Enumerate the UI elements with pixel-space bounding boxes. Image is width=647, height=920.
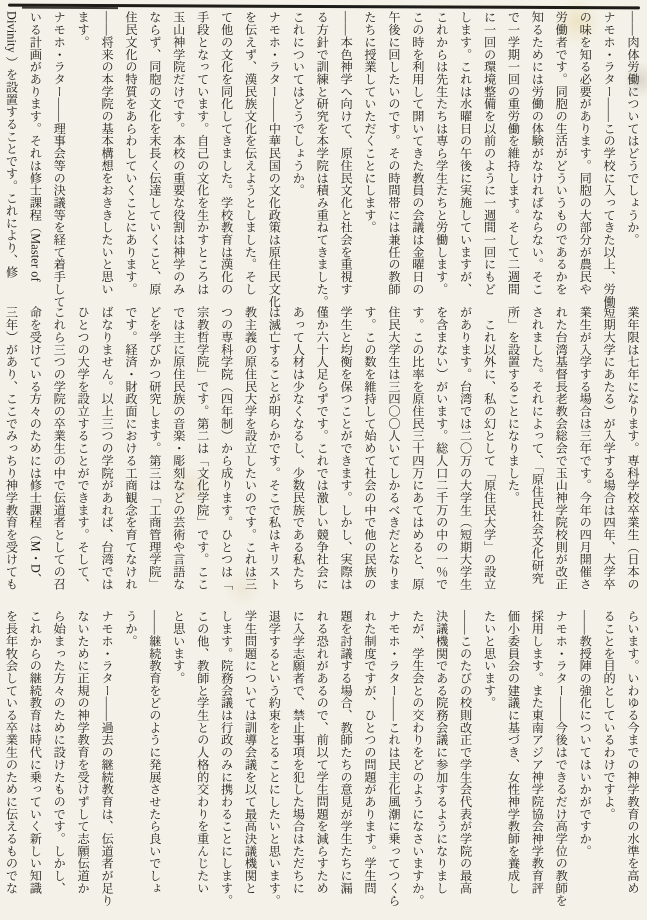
text-column: 業年限は七年になります。専科学校卒業生（日本の <box>626 306 640 591</box>
text-column: 住民大学生は三四〇〇人いてしかるべきだとなりま <box>386 306 401 591</box>
text-column: ——継続教育をどのように発展させたら良いでしょ <box>147 610 162 895</box>
text-column: ることを目的としているわけですよ。 <box>602 610 617 820</box>
text-column: を伝えず、漢民族文化を伝えようとしました。そし <box>243 11 258 296</box>
text-column: ます。 <box>76 11 91 49</box>
text-column: これら三つの学院の卒業生の中で伝道者としての召 <box>52 306 67 591</box>
text-column: たが、学生会との交わりをどのようになさいますか。 <box>410 610 425 907</box>
text-column: 価小委員会の建議に基づき、女性神学教師を養成し <box>506 610 521 895</box>
text-column: 僅か六十人足らずです。これでは激しい競争社会に <box>315 306 330 591</box>
text-column: 所」を設置することになりました。 <box>506 306 521 504</box>
text-column: て他の文化を同化してきました。学校教育は漢化の <box>219 11 234 296</box>
text-column: を含まない）がいます。総人口二千万の中の一％で <box>434 306 449 591</box>
text-column: これ以外に、私の幻として「原住民大学」の設立 <box>482 306 497 591</box>
text-column: れた制度ですが、ひとつの問題があります。学生問 <box>363 610 378 895</box>
text-column: Divinity ）を設置することです。これにより、修 <box>4 11 19 279</box>
text-column: 学生問題については訓導会議を以て最高決議機関と <box>243 610 258 895</box>
text-band-1 <box>4 11 644 308</box>
text-column: この他、教師と学生との人格的交わりを重んじたい <box>195 610 210 895</box>
text-column: ナモホ・ラター——これは民主化風潮に乗ってつくら <box>386 610 401 907</box>
text-column: します。これは水曜日の午後に実施していますが、 <box>458 11 473 296</box>
text-column: で一学期一回の重労働を維持します。そして二週間 <box>506 11 521 296</box>
text-band-3 <box>6 610 644 916</box>
text-band-2 <box>6 306 644 606</box>
text-column: どを学びかつ研究します。第三は「工商管理学院」 <box>147 306 162 591</box>
text-column: 知るためには労働の体験がなければならない。そこ <box>530 11 545 296</box>
text-column: ひとつの大学を設立することができます。そして、 <box>76 306 91 591</box>
text-column: 退学するという約束をとることにしたいと思います。 <box>267 610 282 907</box>
text-column: ——このたびの校則改正で学生会代表が学院の最高 <box>458 610 473 895</box>
text-column: を長年牧会している卒業生のために伝えるものでな <box>4 610 19 895</box>
text-column: 決議機関である院務会議に参加するようになりまし <box>434 610 449 895</box>
text-column: れる恐れがあるので、前以て学生問題を減らすため <box>315 610 330 895</box>
text-column: ら始まった方々のために設けたものです。しかし、 <box>52 610 67 895</box>
text-column: たいと思います。 <box>482 610 497 709</box>
text-column: ——肉体労働についてはどうでしょうか。 <box>626 11 640 246</box>
text-column: では主に原住民族の音楽・彫刻などの芸術や言語な <box>171 306 186 591</box>
text-column: に入学志願者で、禁止事項を犯した場合はただちに <box>291 610 306 895</box>
text-column: があります。台湾では二〇万の大学生（短期大学生 <box>458 306 473 591</box>
text-column: します。院務会議は行政のみに携わることにします。 <box>219 610 234 907</box>
text-column: す。この比率を原住民三十四万にあてはめると、原 <box>410 306 425 591</box>
text-column: は滅亡することが明らかです。そこで私はキリスト <box>267 306 282 591</box>
text-column: 玉山神学院だけです。本校の重要な役割は神学のみ <box>171 11 186 296</box>
text-column: 題を討議する場合、教師たちの意見が学生たちに漏 <box>339 610 354 895</box>
text-column: あって人材は少なくなるし、少数民族である私たち <box>291 306 306 591</box>
text-column: 住民文化の特質をあらわしていくことにあります。 <box>123 11 138 296</box>
text-column: らいます。いわゆる今までの神学教育の水準を高め <box>626 610 640 895</box>
text-column: ——本色神学へ向けて、原住民文化と社会を重視す <box>339 11 354 296</box>
text-column: の味を知る必要があります。同胞の大部分が農民や <box>578 11 593 296</box>
text-column: ナモホ・ラター——今後はできるだけ高学位の教師を <box>554 610 569 907</box>
text-column: いる計画があります。それは修士課程（Master of <box>28 11 43 282</box>
text-column: ——将来の本学院の基本構想をおききしたいと思い <box>100 11 115 296</box>
text-column: です。経済・財政面における工商観念を育てなけれ <box>123 306 138 591</box>
text-column: 午後に回したいのです。その時間帯には兼任の教師 <box>386 11 401 296</box>
text-column: に一回の環境整備を以前のように一週間一回にもど <box>482 11 497 296</box>
text-column: うか。 <box>123 610 138 648</box>
text-column: 教主義の原住民大学を設立したいのです。これは三 <box>243 306 258 591</box>
text-column: 手段となっています。自己の文化を生かすところは <box>195 11 210 296</box>
text-column: されました。それによって、「原住民社会文化研究 <box>530 306 545 584</box>
text-column: ならず、同胞の文化を末長く伝達していくこと、原 <box>147 11 162 296</box>
text-column: これからの継続教育は時代に乗っていく新しい知識 <box>28 610 43 895</box>
top-rule <box>8 4 640 10</box>
text-column: これについてはどうでしょうか。 <box>291 11 306 197</box>
text-column: ないために正規の神学教育を受けずして志願伝道か <box>76 610 91 895</box>
text-column: 採用します。また東南アジア神学院協会神学教育評 <box>530 610 545 895</box>
text-column: ナモホ・ラター——理事会等の決議等を経て着手して <box>52 11 67 308</box>
text-column: ——教授陣の強化についてはいかがですか。 <box>578 610 593 857</box>
text-column: たちに授業していただくことにします。 <box>363 11 378 234</box>
text-column: 学生と均衡を保つことができます。しかし、実際は <box>339 306 354 591</box>
text-column: つの専科学院（四年制）から成ります。ひとつは「 <box>219 306 234 591</box>
text-column: 業生が入学する場合は三年です。今年の四月開催さ <box>578 306 593 591</box>
text-column: す。この数を維持して始めて社会の中で他の民族の <box>363 306 378 591</box>
text-column: ナモホ・ラター——この学校に入ってきた以上、労働 <box>602 11 617 308</box>
text-column: ナモホ・ラター——中華民国の文化政策は原住民文化 <box>267 11 282 308</box>
text-column: ナモホ・ラター——過去の継続教育は、伝道者が足り <box>100 610 115 907</box>
text-column: と思います。 <box>171 610 186 685</box>
text-column: る方針で訓練と研究を本学院は積み重ねてきました。 <box>315 11 330 308</box>
text-column: 三年）があり、ここでみっちり神学教育を受けても <box>4 306 19 591</box>
text-column: この時を利用して開いてきた教員の会議は金曜日の <box>410 11 425 296</box>
text-column: れた台湾基督長老教会総会で玉山神学院校則が改正 <box>554 306 569 591</box>
text-column: 命を受けている方々のためには修士課程（M・D、 <box>28 306 43 586</box>
text-column: 短期大学にあたる）が入学する場合は四年、大学卒 <box>602 306 617 591</box>
text-column: ばなりません。以上三つの学院があれば、台湾では <box>100 306 115 591</box>
text-column: これからは先生たちは専ら学生たちと労働します。 <box>434 11 449 296</box>
text-column: 宗教哲学院」です。第二は「文化学院」です。ここ <box>195 306 210 591</box>
text-column: 労働者です。同胞の生活がどういうものであるかを <box>554 11 569 296</box>
